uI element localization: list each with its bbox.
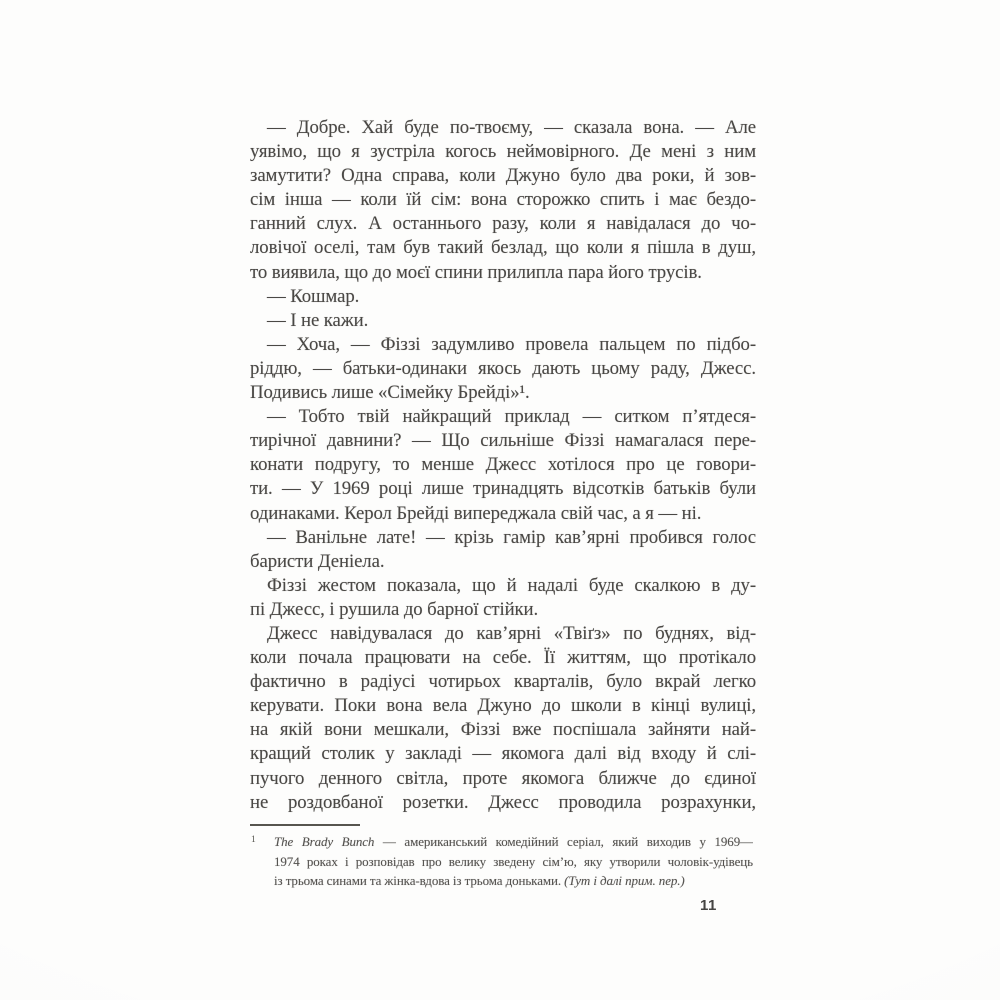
text-line: то виявила, що до моєї спини прилипла пара його трусів. xyxy=(250,261,702,283)
footnote-line xyxy=(274,852,753,872)
footnote-text xyxy=(274,832,753,891)
text-line: кращий столик у закладі — якомога далі від входу й слі- xyxy=(250,743,756,765)
footnote-divider xyxy=(250,824,360,826)
footnote-italic-segment: The Brady Bunch xyxy=(274,834,375,849)
paragraph-narrative xyxy=(250,574,756,622)
text-line: пучого денного світла, проте якомога ближче до єдиної xyxy=(250,767,756,789)
text-line: на якій вони мешкали, Фіззі вже поспішала зайняти най- xyxy=(250,719,756,741)
footnote-line xyxy=(274,871,753,891)
text-line: керувати. Поки вона вела Джуно до школи в кінці вулиці, xyxy=(250,695,756,717)
text-line: одинаками. Керол Брейді випереджала свій час, а я — ні. xyxy=(250,502,702,524)
text-line: — І не кажи. xyxy=(267,309,369,331)
paragraph-dialogue xyxy=(250,333,756,405)
footnote-segment: 1974 роках і розповідав про велику зведену сім’ю, яку утворили чоловік-удівець xyxy=(274,853,753,869)
body-text xyxy=(250,116,756,815)
text-line: ловічої оселі, там був такий безлад, що коли я пішла в душ, xyxy=(250,237,756,259)
text-line: коли почала працювати на себе. Її життям, що протікало xyxy=(250,647,756,669)
text-line: замутити? Одна справа, коли Джуно було два роки, й зов- xyxy=(250,165,756,187)
text-line: сім інша — коли їй сім: вона сторожко спить і має бездо- xyxy=(250,189,756,211)
text-line: Джесс навідувалася до кав’ярні «Твіґз» по буднях, від- xyxy=(267,622,756,644)
footnote-segment: із трьома синами та жінка-вдова із трьома доньками. xyxy=(274,873,565,889)
footnote-marker: 1 xyxy=(251,835,256,845)
paragraph-dialogue xyxy=(250,116,756,285)
text-line: — Кошмар. xyxy=(267,285,360,307)
text-line: конати подругу, то менше Джесс хотілося про це говори- xyxy=(250,454,756,476)
page-number: 11 xyxy=(700,897,717,914)
text-line: фактично в радіусі чотирьох кварталів, було вкрай легко xyxy=(250,671,756,693)
paragraph-dialogue xyxy=(250,526,756,574)
text-line: ріддю, — батьки-одинаки якось дають цьому раду, Джесс. xyxy=(250,357,756,379)
text-line: — Добре. Хай буде по-твоєму, — сказала вона. — Але xyxy=(267,117,756,138)
text-line: — Ванільне лате! — крізь гамір кав’ярні пробився голос xyxy=(267,526,756,548)
text-line: Фіззі жестом показала, що й надалі буде скалкою в ду- xyxy=(267,574,756,596)
paragraph-dialogue xyxy=(250,405,756,525)
text-line: не роздовбаної розетки. Джесс проводила розрахунки, xyxy=(250,791,756,813)
footnote xyxy=(250,832,754,891)
text-line: ти. — У 1969 році лише тринадцять відсотків батьків були xyxy=(250,478,756,500)
paragraph-narrative xyxy=(250,622,756,815)
text-line: — Хоча, — Фіззі задумливо провела пальцем по підбо- xyxy=(267,333,756,355)
footnote-italic-segment: (Тут і далі прим. пер.) xyxy=(564,873,685,889)
text-line: Подивись лише «Сімейку Брейді»¹. xyxy=(250,382,530,404)
footnote-segment: — американський комедійний серіал, який виходив у 1969— xyxy=(374,834,753,849)
text-line: тирічної давнини? — Що сильніше Фіззі намагалася пере- xyxy=(250,430,756,452)
text-line: уявімо, що я зустріла когось неймовірного. Де мені з ним xyxy=(250,141,756,163)
text-line: пі Джесс, і рушила до барної стійки. xyxy=(250,598,539,620)
paragraph-dialogue xyxy=(250,285,756,309)
text-line: — Тобто твій найкращий приклад — ситком п’ятдеся- xyxy=(267,406,756,428)
paragraph-dialogue xyxy=(250,309,756,333)
text-line: баристи Деніела. xyxy=(250,550,385,572)
text-line: ганний слух. А останнього разу, коли я навідалася до чо- xyxy=(250,213,756,235)
footnote-line xyxy=(274,832,753,852)
